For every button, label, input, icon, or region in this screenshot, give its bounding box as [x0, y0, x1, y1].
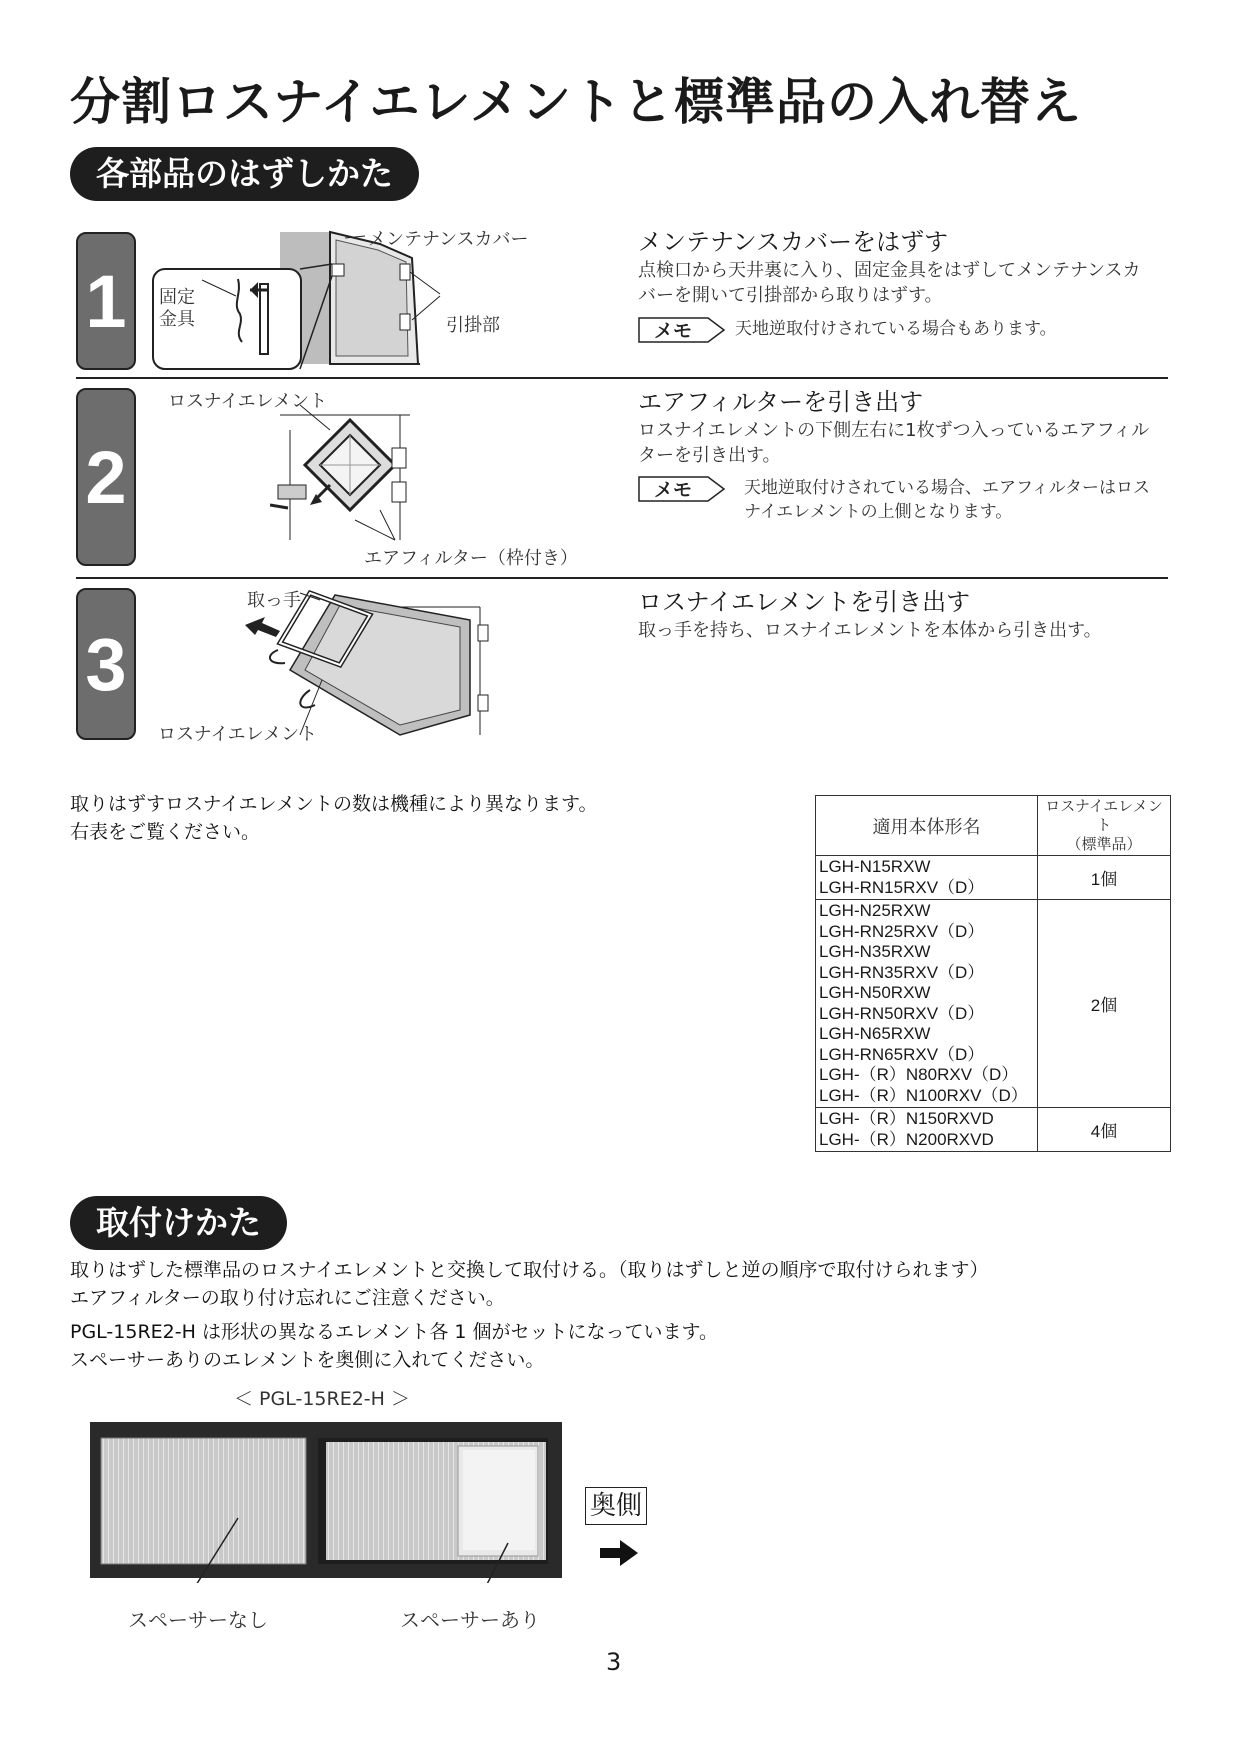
step-2-number: 2 [76, 388, 136, 566]
step-3-number: 3 [76, 588, 136, 740]
element-count: 1個 [1038, 856, 1171, 900]
right-arrow-icon [598, 1538, 640, 1568]
model-name: LGH-N25RXW [819, 901, 931, 920]
table-header-count-line1: ロスナイエレメント [1045, 798, 1163, 834]
table-header-model: 適用本体形名 [816, 796, 1038, 856]
section-header-install: 取付けかた [70, 1196, 287, 1250]
page-number: 3 [606, 1648, 622, 1676]
table-row [816, 856, 1171, 900]
model-name: LGH-（R）N80RXV（D） [819, 1065, 1019, 1084]
model-name: LGH-N35RXW [819, 942, 931, 961]
label-element-3: ロスナイエレメント [158, 724, 318, 745]
model-name: LGH-RN15RXV（D） [819, 877, 985, 897]
memo-badge-2 [638, 474, 728, 504]
step-1-number: 1 [76, 232, 136, 370]
count-note-line2: 右表をご覧ください。 [70, 821, 261, 843]
table-row [816, 1108, 1171, 1152]
label-element-2: ロスナイエレメント [168, 391, 328, 412]
step-2-memo: 天地逆取付けされている場合、エアフィルターはロスナイエレメントの上側となります。 [744, 478, 1150, 522]
label-air-filter: エアフィルター（枠付き） [364, 548, 578, 569]
label-fixing-1: 固定 [159, 287, 195, 308]
table-header-count [1038, 796, 1171, 856]
label-no-spacer: スペーサーなし [128, 1608, 268, 1632]
memo-label-1: メモ [654, 320, 693, 342]
label-maintenance-cover: メンテナンスカバー [368, 229, 529, 250]
step-1-description: 点検口から天井裏に入り、固定金具をはずしてメンテナンスカバーを開いて引掛部から取りはずす。 [638, 260, 1141, 306]
table-header-count-line2: （標準品） [1066, 836, 1142, 853]
model-name: LGH-（R）N200RXVD [819, 1129, 994, 1149]
model-name: LGH-RN50RXV（D） [819, 1003, 985, 1023]
label-with-spacer: スペーサーあり [400, 1608, 540, 1632]
model-name: LGH-（R）N100RXV（D） [819, 1085, 1028, 1105]
divider-1 [76, 377, 1168, 379]
model-name: LGH-RN65RXV（D） [819, 1044, 985, 1064]
model-name: LGH-RN25RXV（D） [819, 921, 985, 941]
model-name: LGH-N15RXW [819, 857, 931, 876]
page-title: 分割ロスナイエレメントと標準品の入れ替え [70, 73, 1082, 131]
section-header-removal: 各部品のはずしかた [70, 147, 419, 201]
divider-2 [76, 577, 1168, 579]
label-fixing-2: 金具 [159, 309, 195, 330]
step-3-description: 取っ手を持ち、ロスナイエレメントを本体から引き出す。 [638, 620, 1102, 641]
table-row [816, 900, 1171, 1108]
memo-badge-1 [638, 315, 728, 345]
label-hook: 引掛部 [446, 315, 500, 336]
memo-label-2: メモ [654, 479, 693, 501]
install-line1: 取りはずした標準品のロスナイエレメントと交換して取付ける。（取りはずしと逆の順序で取付けられます） [70, 1259, 989, 1281]
install-line4: スペーサーありのエレメントを奥側に入れてください。 [70, 1349, 545, 1371]
count-note-line1: 取りはずすロスナイエレメントの数は機種により異なります。 [70, 793, 598, 815]
step-1-memo: 天地逆取付けされている場合もあります。 [735, 319, 1057, 339]
model-name: LGH-N50RXW [819, 983, 931, 1002]
model-name: LGH-N65RXW [819, 1024, 931, 1043]
install-line3: PGL-15RE2-H は形状の異なるエレメント各 1 個がセットになっています。 [70, 1321, 719, 1343]
element-count: 2個 [1038, 900, 1171, 1108]
element-photo [88, 1418, 568, 1583]
back-side-label: 奥側 [585, 1487, 647, 1525]
step-1-heading: メンテナンスカバーをはずす [638, 228, 949, 256]
photo-title: ＜ PGL-15RE2-H ＞ [234, 1388, 410, 1410]
install-line2: エアフィルターの取り付け忘れにご注意ください。 [70, 1287, 505, 1309]
model-name: LGH-RN35RXV（D） [819, 962, 985, 982]
element-count-table [815, 795, 1171, 1152]
label-handle: 取っ手 [247, 590, 301, 611]
step-2-heading: エアフィルターを引き出す [638, 388, 924, 416]
step-3-heading: ロスナイエレメントを引き出す [638, 588, 971, 616]
step-2-description: ロスナイエレメントの下側左右に1枚ずつ入っているエアフィルターを引き出す。 [638, 420, 1150, 466]
element-count: 4個 [1038, 1108, 1171, 1152]
model-name: LGH-（R）N150RXVD [819, 1109, 994, 1128]
step-2-leaders [300, 400, 410, 550]
